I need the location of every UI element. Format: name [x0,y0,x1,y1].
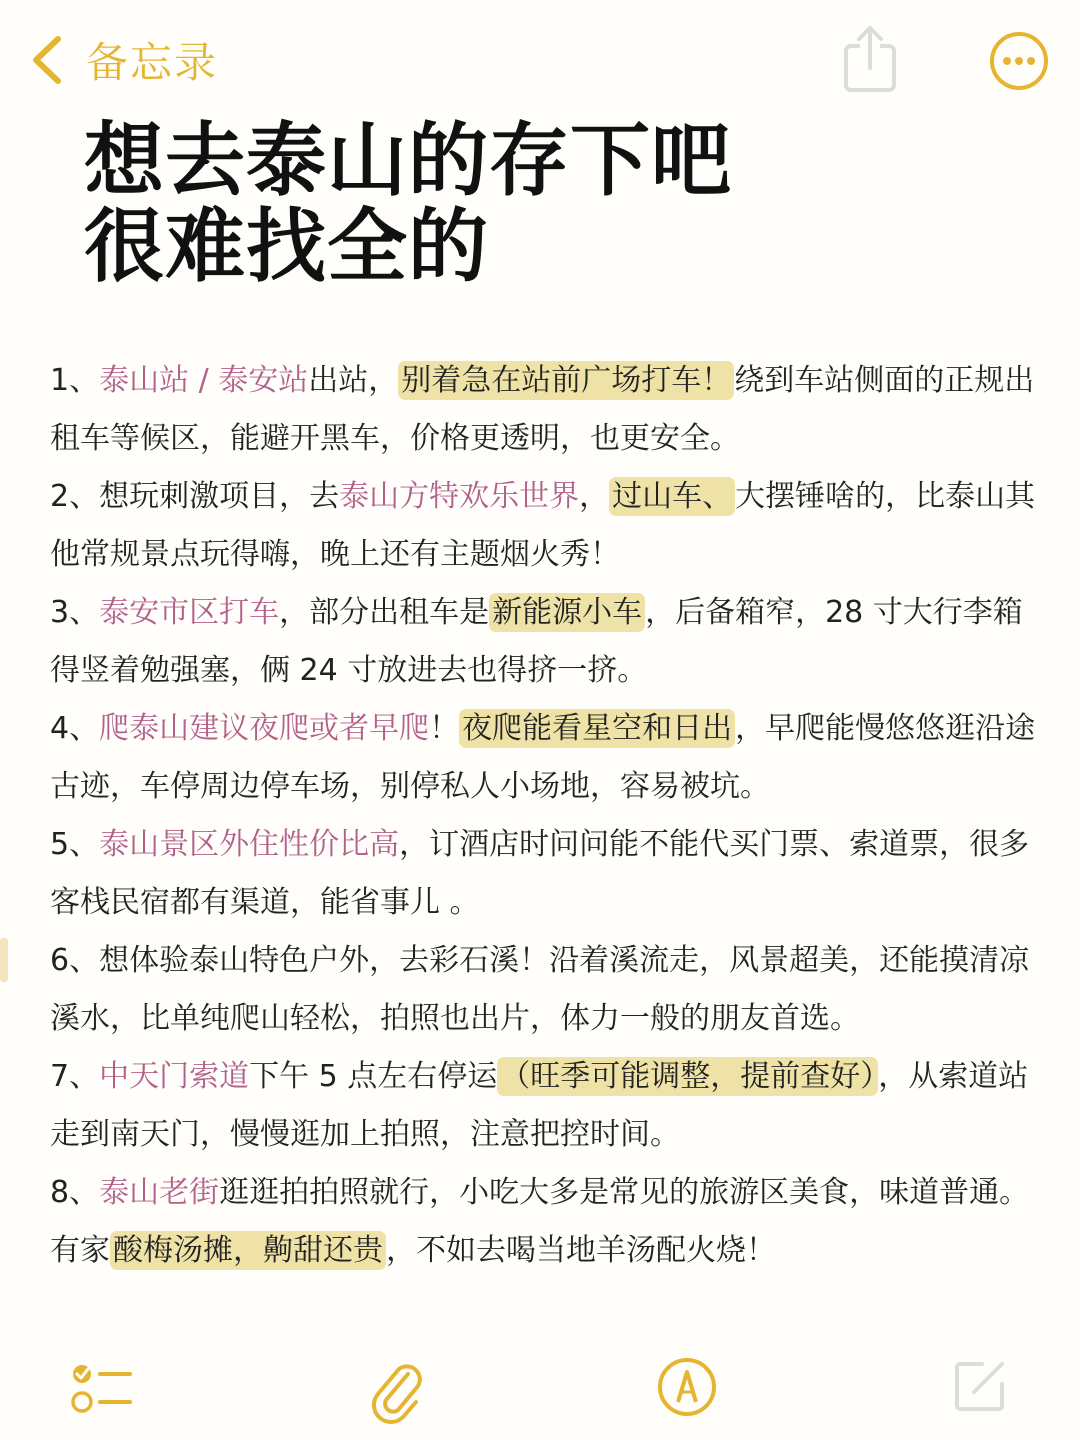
pink-text: 泰山老街 [99,1175,220,1210]
body-text: ，部分出租车是 [279,595,490,630]
body-text: 大摆锤啥的，比泰山其他常规景点玩得嗨，晚上还有主题烟火秀！ [50,479,1036,572]
note-item-2 [50,468,1050,584]
highlighted-text: 别着急在站前广场打车！ [398,361,734,400]
more-icon[interactable] [988,30,1050,92]
note-item-6 [50,932,1050,1048]
body-text: 绕到车站侧面的正规出租车等候区，能避开黑车，价格更透明，也更安全。 [50,363,1035,456]
compose-icon[interactable] [952,1356,1010,1414]
highlighted-text: 夜爬能看星空和日出 [459,709,735,748]
body-text: 逛逛拍拍照就行，小吃大多是常见的旅游区美食，味道普通。有家 [50,1175,1030,1268]
highlighted-text: （旺季可能调整，提前查好） [497,1057,878,1096]
back-button[interactable] [28,32,218,88]
note-item-8 [50,1164,1050,1280]
body-text: ，早爬能慢悠悠逛沿途古迹，车停周边停车场，别停私人小场地，容易被坑。 [50,711,1036,804]
highlighted-text: 新能源小车 [489,593,645,632]
share-icon[interactable] [840,24,900,94]
body-text: 7、 [50,1059,100,1094]
note-title[interactable] [84,114,732,293]
note-body[interactable] [50,352,1050,1280]
chevron-left-icon [28,33,66,87]
pink-text: 中天门索道 [99,1059,250,1094]
note-item-5 [50,816,1050,932]
body-text: ！ [429,711,460,746]
body-text: 8、 [50,1175,100,1210]
scroll-edge-marker [0,938,8,982]
note-item-3 [50,584,1050,700]
note-item-7 [50,1048,1050,1164]
highlighted-text: 酸梅汤摊，齁甜还贵 [110,1231,386,1270]
body-text: 出站， [308,363,399,398]
body-text: 2、想玩刺激项目，去 [50,479,340,514]
body-text: ，订酒店时问问能不能代买门票、索道票，很多客栈民宿都有渠道，能省事儿 。 [50,827,1030,920]
bottom-toolbar [0,1340,1080,1440]
body-text: ，从索道站走到南天门，慢慢逛加上拍照，注意把控时间。 [50,1059,1029,1152]
body-text: 1、 [50,363,100,398]
pink-text: 泰山景区外住性价比高 [99,827,400,862]
body-text: 3、 [50,595,100,630]
note-item-1 [50,352,1050,468]
checklist-icon[interactable] [70,1356,136,1422]
body-text: 6、想体验泰山特色户外，去彩石溪！沿着溪流走，风景超美，还能摸清凉溪水，比单纯爬山轻松，拍照也出片，体力一般的朋友首选。 [50,943,1030,1036]
pink-text: 泰安市区打车 [99,595,280,630]
note-title-line-1: 想去泰山的存下吧 [84,114,732,207]
pink-text: 泰山站 / 泰安站 [99,363,309,398]
note-item-4 [50,700,1050,816]
body-text: ，后备箱窄，28 寸大行李箱得竖着勉强塞，俩 24 寸放进去也得挤一挤。 [50,595,1023,688]
note-title-line-2: 很难找全的 [84,200,489,293]
top-nav-bar [0,0,1080,118]
pink-text: 泰山方特欢乐世界 [339,479,580,514]
body-text: ， [579,479,610,514]
pink-text: 爬泰山建议夜爬或者早爬 [99,711,430,746]
back-label: 备忘录 [86,38,219,87]
body-text: 4、 [50,711,100,746]
body-text: 下午 5 点左右停运 [249,1059,498,1094]
highlighted-text: 过山车、 [609,477,735,516]
markup-pen-icon[interactable] [656,1356,718,1418]
body-text: 5、 [50,827,100,862]
paperclip-icon[interactable] [368,1354,428,1426]
body-text: ，不如去喝当地羊汤配火烧！ [386,1233,776,1268]
